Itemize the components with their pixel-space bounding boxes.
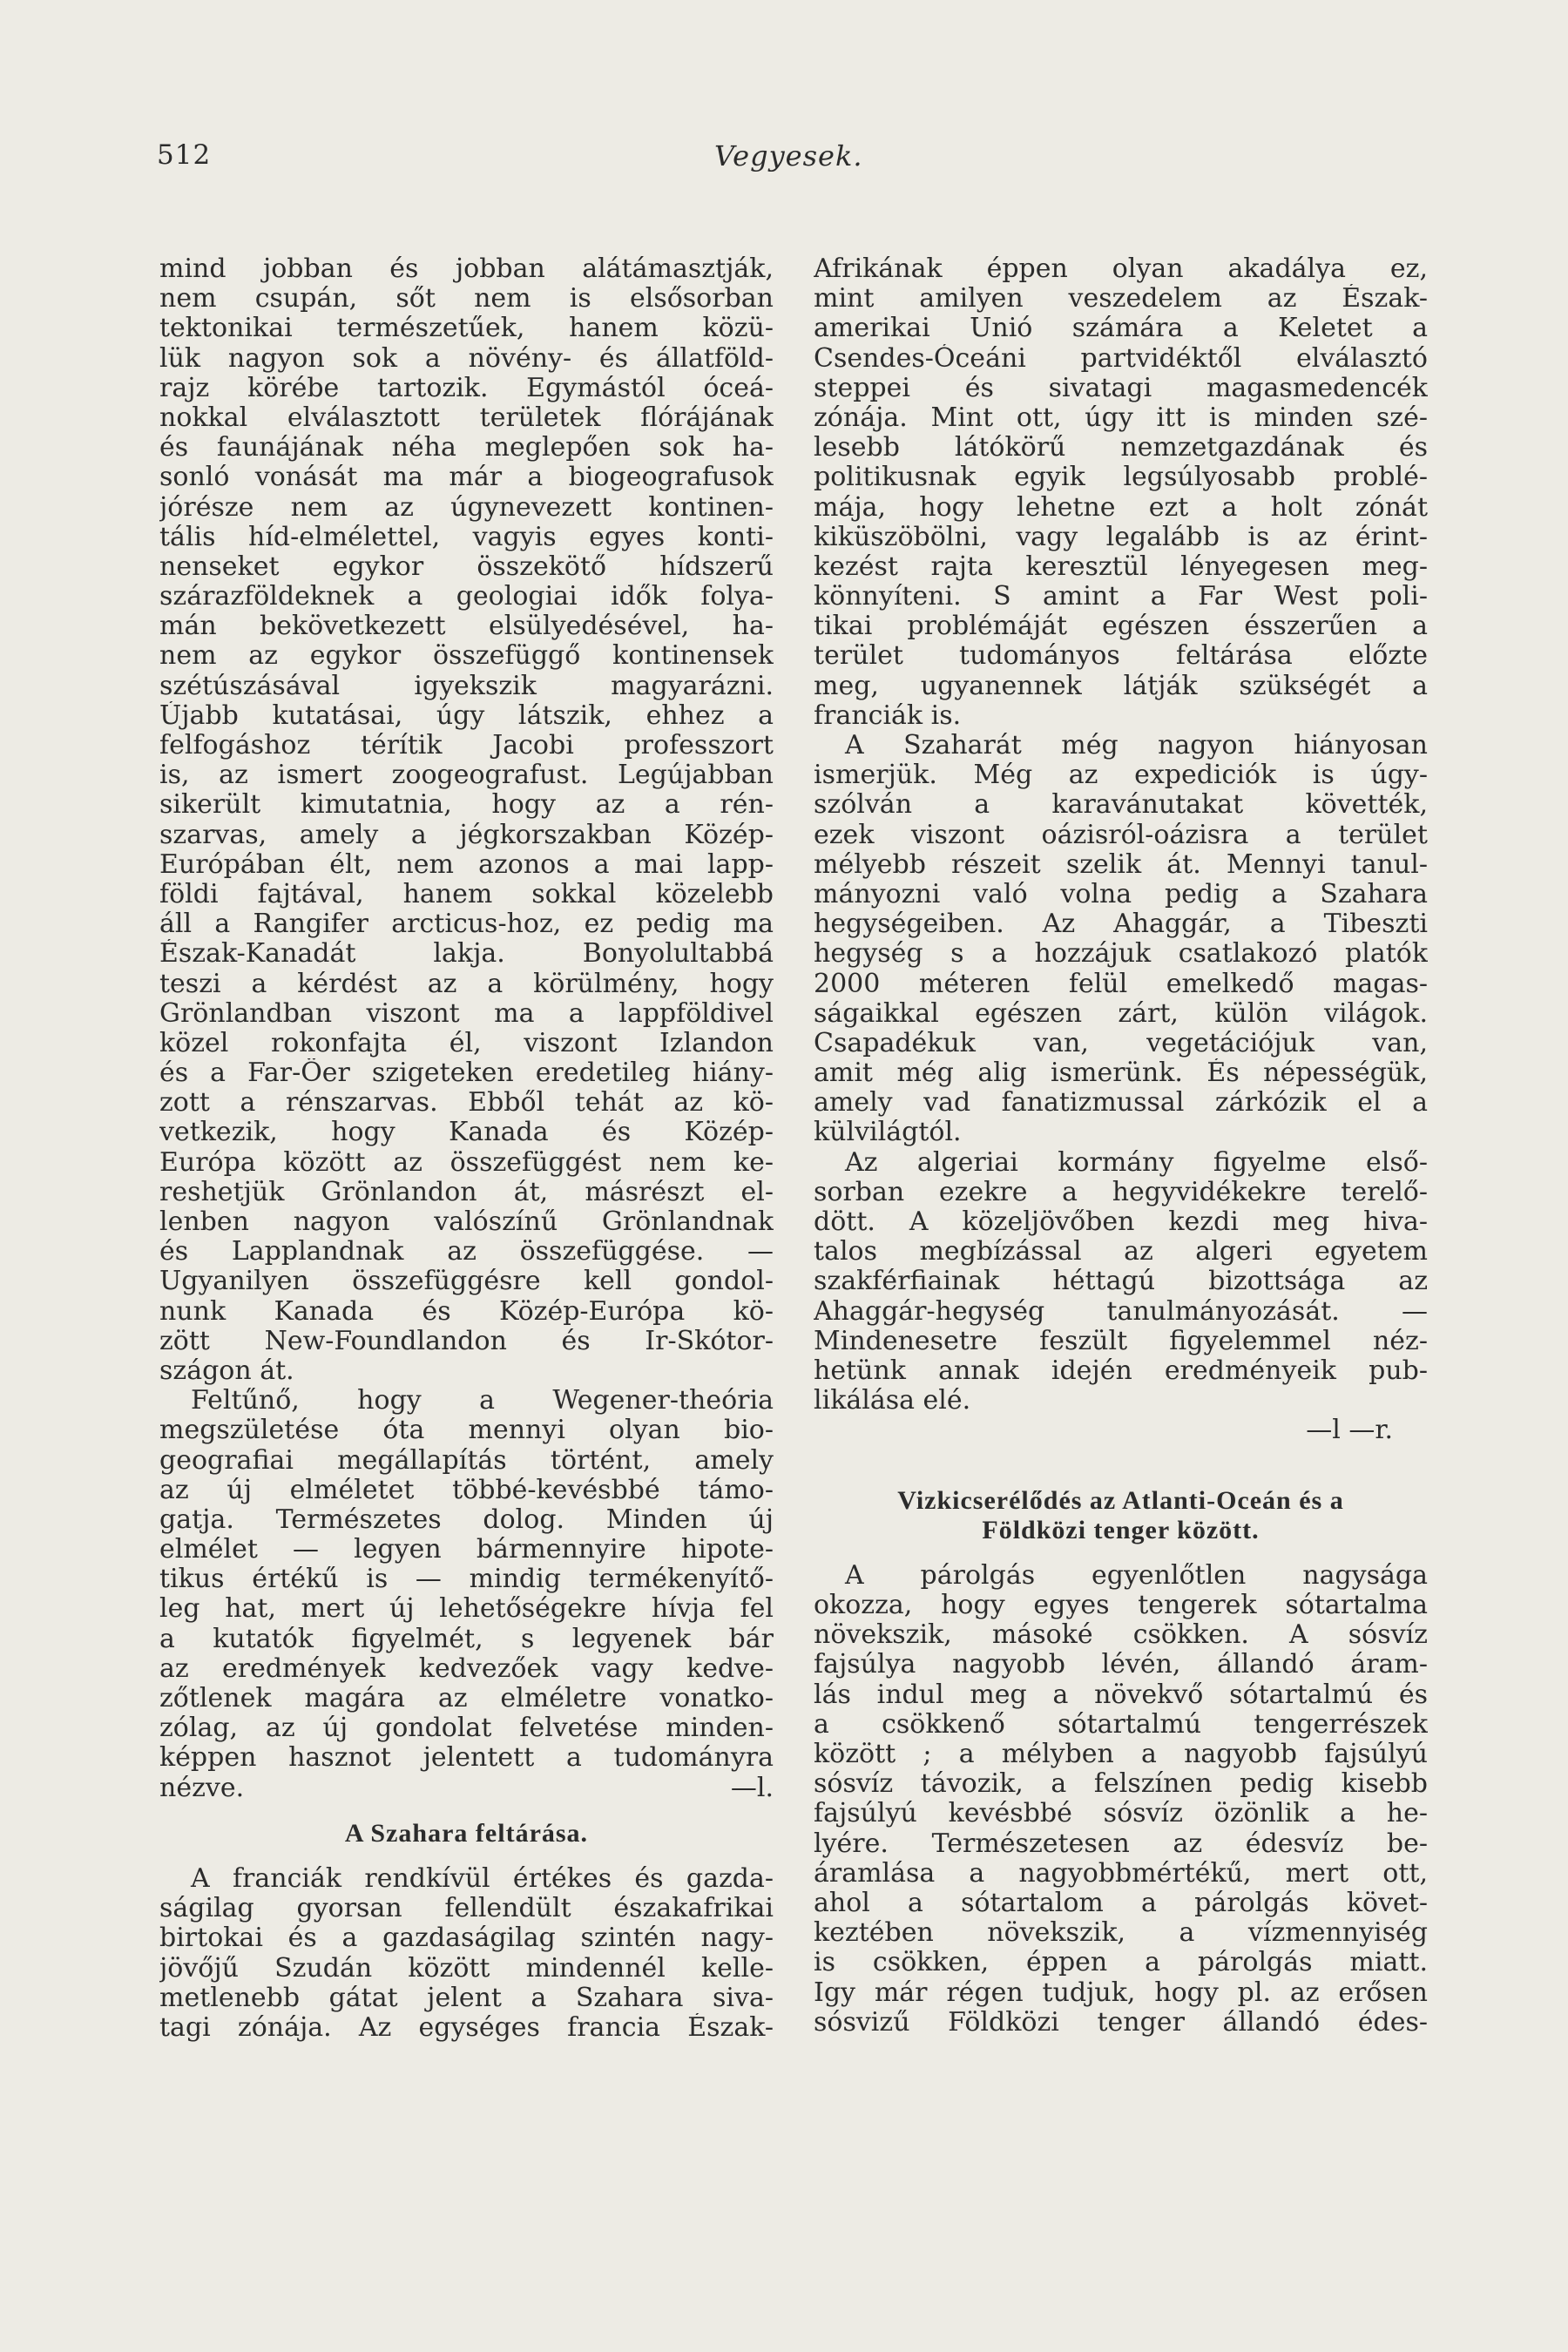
section-gap: [814, 1545, 1428, 1561]
text-line: tális híd-elmélettel, vagyis egyes konti-: [159, 522, 774, 552]
text-line: tikai problémáját egészen ésszerűen a: [814, 612, 1428, 642]
running-title: Vegyesek.: [714, 139, 863, 172]
text-line: Igy már régen tudjuk, hogy pl. az erősen: [814, 1977, 1428, 2008]
text-line: sikerült kimutatnia, hogy az a rén-: [159, 790, 774, 821]
text-line: Az algeriai kormány figyelme első-: [845, 1147, 1428, 1178]
text-line: Európában élt, nem azonos a mai lapp-: [159, 849, 774, 880]
text-line: szakférfiainak héttagú bizottsága az: [814, 1267, 1428, 1297]
text-line: politikusnak egyik legsúlyosabb problé-: [814, 463, 1428, 493]
text-line: mányozni való volna pedig a Szahara: [814, 879, 1428, 909]
text-line: birtokai és a gazdaságilag szintén nagy-: [159, 1923, 774, 1954]
text-line: kezést rajta keresztül lényegesen meg-: [814, 551, 1428, 582]
text-line: Ugyanilyen összefüggésre kell gondol-: [159, 1267, 774, 1297]
text-line: zőtlenek magára az elméletre vonatko-: [159, 1684, 774, 1713]
section-gap: [159, 1848, 774, 1864]
text-line: lenben nagyon valószínű Grönlandnak: [159, 1207, 774, 1237]
text-line: mán bekövetkezett elsülyedésével, ha-: [159, 612, 774, 642]
text-line: sósvíz távozik, a felszínen pedig kisebb: [814, 1769, 1428, 1800]
text-line: jövőjű Szudán között mindennél kelle-: [159, 1953, 774, 1984]
section-heading: Vizkicserélődés az Atlanti-Oceán és a: [897, 1485, 1344, 1515]
text-line: Afrikának éppen olyan akadálya ez,: [814, 254, 1428, 284]
page-header: [157, 139, 1416, 174]
text-line: teszi a kérdést az a körülmény, hogy: [159, 969, 774, 999]
text-line: nokkal elválasztott területek flórájának: [159, 402, 774, 433]
section-heading: A Szahara feltárása.: [344, 1818, 589, 1848]
text-line: amerikai Unió számára a Keletet a: [814, 314, 1428, 344]
text-line: zónája. Mint ott, úgy itt is minden szé-: [814, 402, 1428, 433]
text-line: földi fajtával, hanem sokkal közelebb: [159, 879, 774, 909]
text-line: nunk Kanada és Közép-Európa kö-: [159, 1296, 774, 1327]
author-signature: —l —r.: [1306, 1416, 1393, 1446]
text-line: rajz körébe tartozik. Egymástól óceá-: [159, 373, 774, 403]
text-line: elmélet — legyen bármennyire hipote-: [159, 1535, 774, 1565]
text-line: Csendes-Óceáni partvidéktől elválasztó: [814, 343, 1428, 374]
section-gap: [159, 1803, 774, 1819]
text-line: mája, hogy lehetne ezt a holt zónát: [814, 492, 1428, 523]
text-line: terület tudományos feltárása előzte: [814, 641, 1428, 672]
text-line: a csökkenő sótartalmú tengerrészek: [814, 1709, 1428, 1740]
text-line: szágon át.: [159, 1355, 294, 1386]
text-line: metlenebb gátat jelent a Szahara siva-: [159, 1983, 774, 2013]
text-line: zólag, az új gondolat felvetése minden-: [159, 1713, 774, 1744]
text-line: mint amilyen veszedelem az Észak-: [814, 284, 1428, 314]
text-line: meg, ugyanennek látják szükségét a: [814, 671, 1428, 701]
text-line: zott a rénszarvas. Ebből tehát az kö-: [159, 1088, 774, 1119]
text-line: ságaikkal egészen zárt, külön világok.: [814, 998, 1428, 1029]
text-line: nem az egykor összefüggő kontinensek: [159, 641, 774, 672]
text-line: tektonikai természetűek, hanem közü-: [159, 314, 774, 344]
text-line: szétúszásával igyekszik magyarázni.: [159, 671, 774, 701]
text-line: A franciák rendkívül értékes és gazda-: [191, 1863, 774, 1894]
text-line: okozza, hogy egyes tengerek sótartalma: [814, 1591, 1428, 1621]
text-line: hegység s a hozzájuk csatlakozó platók: [814, 939, 1428, 970]
text-line: megszületése óta mennyi olyan bio-: [159, 1416, 774, 1446]
text-line: leg hat, mert új lehetőségekre hívja fel: [159, 1594, 774, 1625]
text-line: amit még alig ismerünk. És népességük,: [814, 1058, 1428, 1089]
text-line: áll a Rangifer arcticus-hoz, ez pedig ma: [159, 909, 774, 940]
text-line: Csapadékuk van, vegetációjuk van,: [814, 1028, 1428, 1058]
text-line: felfogáshoz térítik Jacobi professzort: [159, 731, 774, 760]
text-line: Mindenesetre feszült figyelemmel néz-: [814, 1326, 1428, 1356]
text-line: külvilágtól.: [814, 1118, 962, 1148]
text-line: ságilag gyorsan fellendült északafrikai: [159, 1894, 774, 1924]
text-line: sonló vonását ma már a biogeografusok: [159, 463, 774, 493]
text-line: hetünk annak idején eredményeik pub-: [814, 1355, 1428, 1386]
text-line: nézve. —l.: [159, 1773, 774, 1803]
text-line: reshetjük Grönlandon át, másrészt el-: [159, 1177, 774, 1207]
text-line: a kutatók figyelmét, s legyenek bár: [159, 1624, 774, 1654]
text-line: hegységeiben. Az Ahaggár, a Tibeszti: [814, 909, 1428, 940]
text-line: szárazföldeknek a geologiai idők folya-: [159, 582, 774, 612]
text-line: fajsúlyú kevésbbé sósvíz özönlik a he-: [814, 1799, 1428, 1829]
text-line: között ; a mélyben a nagyobb fajsúlyú: [814, 1740, 1428, 1769]
page-number: 512: [157, 139, 212, 171]
text-line: sorban ezekre a hegyvidékekre terelő-: [814, 1177, 1428, 1207]
text-line: Grönlandban viszont ma a lappföldivel: [159, 998, 774, 1029]
text-line: keztében növekszik, a vízmennyiség: [814, 1918, 1428, 1949]
text-line: lyére. Természetesen az édesvíz be-: [814, 1828, 1428, 1859]
text-line: tikus értékű is — mindig termékenyítő-: [159, 1565, 774, 1595]
text-line: gatja. Természetes dolog. Minden új: [159, 1504, 774, 1535]
text-line: Ahaggár-hegység tanulmányozását. —: [814, 1296, 1428, 1327]
text-line: geografiai megállapítás történt, amely: [159, 1445, 774, 1476]
text-line: sósvizű Földközi tenger állandó édes-: [814, 2007, 1428, 2038]
text-line: az új elméletet többé-kevésbbé támo-: [159, 1475, 774, 1505]
text-line: is, az ismert zoogeografust. Legújabban: [159, 760, 774, 791]
text-line: talos megbízással az algeri egyetem: [814, 1237, 1428, 1267]
text-line: Feltűnő, hogy a Wegener-theória: [191, 1386, 774, 1416]
text-line: és Lapplandnak az összefüggése. —: [159, 1237, 774, 1267]
text-line: is csökken, éppen a párolgás miatt.: [814, 1948, 1428, 1978]
text-line: likálása elé.: [814, 1386, 971, 1416]
left-text-column: [159, 254, 774, 2043]
text-line: nenseket egykor összekötő hídszerű: [159, 551, 774, 582]
text-line: A Szaharát még nagyon hiányosan: [845, 731, 1428, 760]
text-line: ahol a sótartalom a párolgás követ-: [814, 1888, 1428, 1918]
text-line: fajsúlya nagyobb lévén, állandó áram-: [814, 1650, 1428, 1680]
text-line: szólván a karavánutakat követték,: [814, 790, 1428, 821]
text-line: zött New-Foundlandon és Ir-Skótor-: [159, 1326, 774, 1356]
text-line: és faunájának néha meglepően sok ha-: [159, 433, 774, 463]
text-line: mélyebb részeit szelik át. Mennyi tanul-: [814, 849, 1428, 880]
text-line: közel rokonfajta él, viszont Izlandon: [159, 1028, 774, 1058]
text-line: lük nagyon sok a növény- és állatföld-: [159, 343, 774, 374]
text-line: mind jobban és jobban alátámasztják,: [159, 254, 774, 284]
text-line: vetkezik, hogy Kanada és Közép-: [159, 1118, 774, 1148]
text-line: franciák is.: [814, 700, 962, 731]
text-line: könnyíteni. S amint a Far West poli-: [814, 582, 1428, 612]
text-line: képpen hasznot jelentett a tudományra: [159, 1743, 774, 1774]
text-line: és a Far-Öer szigeteken eredetileg hiány-: [159, 1058, 774, 1089]
text-line: ismerjük. Még az expediciók is úgy-: [814, 760, 1428, 791]
section-heading: Földközi tenger között.: [982, 1515, 1260, 1544]
text-line: áramlása a nagyobbmértékű, mert ott,: [814, 1858, 1428, 1889]
text-line: dött. A közeljövőben kezdi meg hiva-: [814, 1207, 1428, 1237]
text-line: jórésze nem az úgynevezett kontinen-: [159, 492, 774, 523]
text-line: ezek viszont oázisról-oázisra a terület: [814, 820, 1428, 850]
text-line: amely vad fanatizmussal zárkózik el a: [814, 1088, 1428, 1119]
text-line: kiküszöbölni, vagy legalább is az érint-: [814, 522, 1428, 552]
right-text-column: [814, 254, 1428, 2038]
text-line: növekszik, másoké csökken. A sósvíz: [814, 1620, 1428, 1651]
text-line: az eredmények kedvezőek vagy kedve-: [159, 1653, 774, 1684]
text-line: nem csupán, sőt nem is elsősorban: [159, 284, 774, 314]
text-line: lás indul meg a növekvő sótartalmú és: [814, 1680, 1428, 1710]
text-line: lesebb látókörű nemzetgazdának és: [814, 433, 1428, 463]
text-line: szarvas, amely a jégkorszakban Közép-: [159, 820, 774, 850]
section-gap: [814, 1446, 1428, 1486]
text-line: Újabb kutatásai, úgy látszik, ehhez a: [159, 700, 774, 731]
text-line: A párolgás egyenlőtlen nagysága: [845, 1560, 1428, 1591]
text-line: tagi zónája. Az egységes francia Észak-: [159, 2012, 774, 2043]
text-line: 2000 méteren felül emelkedő magas-: [814, 969, 1428, 999]
text-line: Európa között az összefüggést nem ke-: [159, 1147, 774, 1178]
text-line: Észak-Kanadát lakja. Bonyolultabbá: [159, 939, 774, 970]
text-line: steppei és sivatagi magasmedencék: [814, 373, 1428, 403]
